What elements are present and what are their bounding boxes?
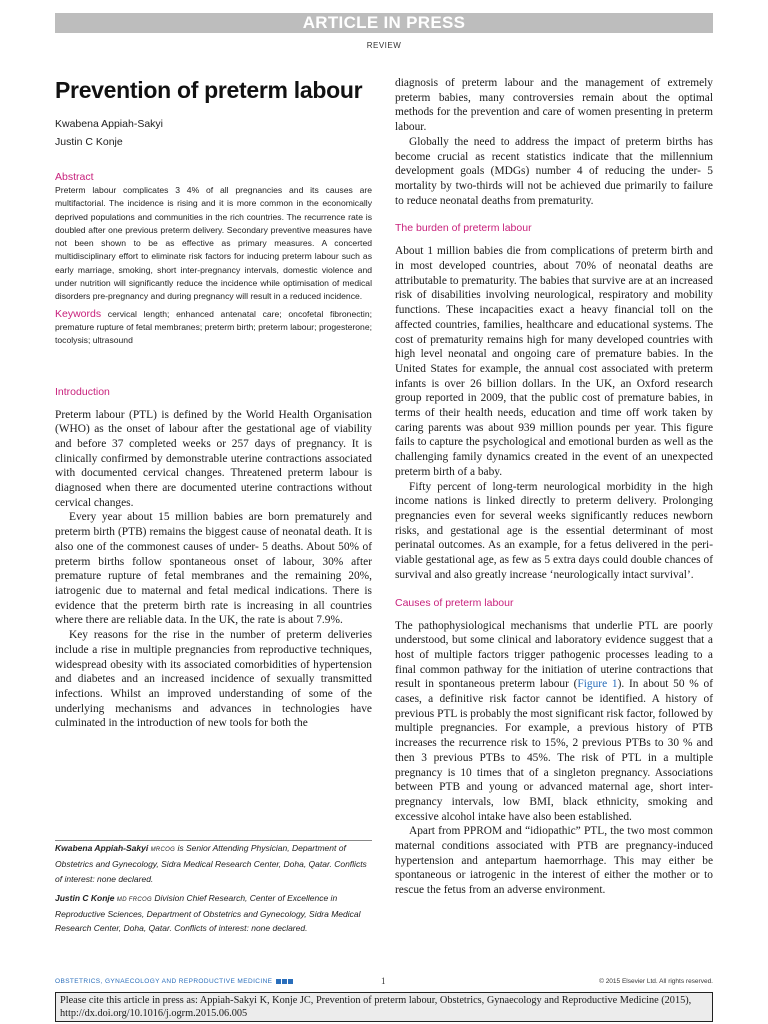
keywords-label: Keywords [55, 307, 102, 320]
affiliation-text: Division Chief Research, Center of Excellence in Reproductive Sciences, Department of Obstetrics and Gynecology, Sidra Medical Research Center, Doha, Qatar. Conflicts of interest: none declared. [55, 892, 361, 934]
body-paragraph: Fifty percent of long-term neurological morbidity in the high income nations is linked directly to preterm delivery. Prolonging pregnancies even for several weeks significantly reduces newborn risks, and gestational age is the essential determinant of most perinatal outcomes. As an example, for a fetus delivered in the peri-viable gestational age, as few as 5 extra days could double chances of survival and also greatly increase ‘neurologically intact survival’. [395, 480, 713, 581]
body-paragraph: diagnosis of preterm labour and the management of extremely preterm babies, many controversies remain about the optimal methods for the prevention and care of women presenting in preterm labour. [395, 77, 713, 134]
body-paragraph: Preterm labour (PTL) is defined by the World Health Organisation (WHO) as the onset of labour after the gestational age of viability and before 37 completed weeks or 257 days of pregnancy. It is clinically confirmed by demonstrable uterine contractions associated with documented cervical changes. Threatened preterm labour is diagnosed when there are documented uterine contractions without cervical changes. [55, 408, 372, 509]
affiliation-degrees: MRCOG [150, 847, 176, 853]
right-column [395, 76, 713, 898]
affiliation-author: Justin C Konje [55, 892, 115, 903]
author-list [55, 115, 372, 151]
page-footer [55, 976, 713, 988]
body-paragraph: Every year about 15 million babies are born prematurely and preterm birth (PTB) remains the biggest cause of neonatal death. It is also one of the commonest causes of under- 5 deaths. About 50% of preterm births follow spontaneous onset of labour, 30% after premature rupture of fetal membranes and the remaining 20%, iatrogenic due to maternal and fetal medical indications. There is evidence that the preterm birth rate is increasing in all countries where there are reliable data. In the UK, the rate is about 7.9%. [55, 511, 372, 627]
copyright: © 2015 Elsevier Ltd. All rights reserved. [599, 978, 713, 985]
causes-text: ). In about 50 % of cases, a definitive risk factor cannot be identified. A history of previous PTL is probably the most significant risk factor, followed by multiple pregnancies. For example, a previous history of PTB increases the recurrence risk to 15%, 2 previous PTBs to 30 % and then 3 previous PTBs to 45%. The risk of PTL in a multiple pregnancy is 10 times that of a singleton pregnancy. Associations between PTB and young or advanced maternal age, short inter-pregnancy intervals, low BMI, black ethnicity, smoking and excessive alcohol intake have also been established. [395, 678, 713, 823]
keywords-text: cervical length; enhanced antenatal care; oncofetal fibronectin; premature rupture of fetal membranes; preterm birth; preterm labour; progesterone; tocolysis; ultrasound [55, 308, 372, 346]
journal-squares-icon [276, 978, 294, 985]
author-affiliations [55, 840, 372, 936]
journal-name [55, 978, 294, 985]
affiliation-note [55, 841, 372, 886]
citation-box: Please cite this article in press as: Appiah-Sakyi K, Konje JC, Prevention of preterm labour, Obstetrics, Gynaecology and Reproductive Medicine (2015), http://dx.doi.org/10.1016/j.ogrm.2015.06.005 [55, 992, 713, 1022]
section-label: REVIEW [366, 41, 402, 50]
body-paragraph: Apart from PPROM and “idiopathic” PTL, the two most common maternal conditions associated with PTB are pregnancy-induced hypertension and antepartum haemorrhage. This may either be spontaneous or iatrogenic in the interest of either the mother or to rescue the fetus from an adverse environment. [395, 825, 713, 897]
causes-text: The pathophysiological mechanisms that underlie PTL are poorly understood, but some clinical and laboratory evidence suggest that a host of multiple factors trigger pathogenic processes leading to a final common pathway for the initiation of uterine contractions that result in spontaneous preterm labour ( [395, 619, 713, 691]
body-paragraph: About 1 million babies die from complications of preterm birth and in most developed countries, about 70% of neonatal deaths are attributable to prematurity. The babies that survive are at an increased risk of disabilities involving neurological, respiratory and mobility functions. These incapacities exact a heavy financial toll on the affected countries, families, healthcare and educational systems. The cost of prematurity remains high for many developed countries with high level neonatal and ongoing care of premature babies. In the United States for example, the annual cost associated with preterm infants is over 26 billion dollars. In the UK, an Oxford research group reported in 2009, that the public cost of premature babies, in terms of their health needs, education and time off work taken by caring parents was about 939 million pounds per year. This figure fails to capture the psychological and emotional burden as well as the challenging family dynamics created in the event of an unexpected preterm birth of a baby. [395, 245, 713, 478]
journal-name-text: OBSTETRICS, GYNAECOLOGY AND REPRODUCTIVE MEDICINE [55, 978, 273, 985]
introduction-heading: Introduction [55, 385, 110, 398]
article-in-press-banner: ARTICLE IN PRESS [55, 13, 713, 33]
body-paragraph: Key reasons for the rise in the number of preterm deliveries include a rise in multiple pregnancies from reproductive techniques, widespread obesity with its associated comorbidities of hypertension and diabetes and an increased incidence of sexually transmitted infections. Whilst an improved understanding of some of the underlying mechanisms and advances in technologies have culminated in the introduction of new tools for both the [55, 629, 372, 730]
affiliation-text: is Senior Attending Physician, Department of Obstetrics and Gynecology, Sidra Medical Research Center, Doha, Qatar. Conflicts of interest: none declared. [55, 843, 367, 884]
left-column [55, 76, 372, 731]
article-title: Prevention of preterm labour [55, 77, 363, 103]
keywords [55, 308, 372, 348]
affiliation-note [55, 891, 372, 936]
affiliation-author: Kwabena Appiah-Sakyi [55, 843, 149, 853]
causes-heading: Causes of preterm labour [395, 596, 514, 609]
figure-1-link[interactable]: Figure 1 [577, 678, 618, 691]
author-name: Justin C Konje [55, 136, 123, 148]
abstract-text: Preterm labour complicates 3 4% of all pregnancies and its causes are multifactorial. The incidence is rising and it is more common in the economically deprived populations and communities in the rich countries. The recurrence rate is doubled after one previous preterm delivery. Secondary preventive measures have not been shown to be as effective as primary measures. A concerted multidisciplinary effort to eliminate risk factors for inducing preterm labour such as early marriage, smoking, short inter-pregnancy intervals, domestic violence and under nutrition will significantly reduce the incidence while optimisation of medical disorders pre-pregnancy and during pregnancy will result in a reduced incidence. [55, 185, 372, 302]
page-number: 1 [381, 976, 386, 986]
author-name: Kwabena Appiah-Sakyi [55, 118, 163, 130]
affiliation-degrees: MD FRCOG [116, 896, 152, 903]
body-paragraph [395, 619, 713, 825]
body-paragraph: Globally the need to address the impact of preterm births has become crucial as recent statistics indicate that the millennium development goals (MDGs) number 4 of reducing the under- 5 mortality by two-thirds will not be achieved due primarily to failure to reduce neonatal deaths from prematurity. [395, 135, 713, 207]
abstract-heading: Abstract [55, 171, 94, 183]
burden-heading: The burden of preterm labour [395, 222, 532, 235]
